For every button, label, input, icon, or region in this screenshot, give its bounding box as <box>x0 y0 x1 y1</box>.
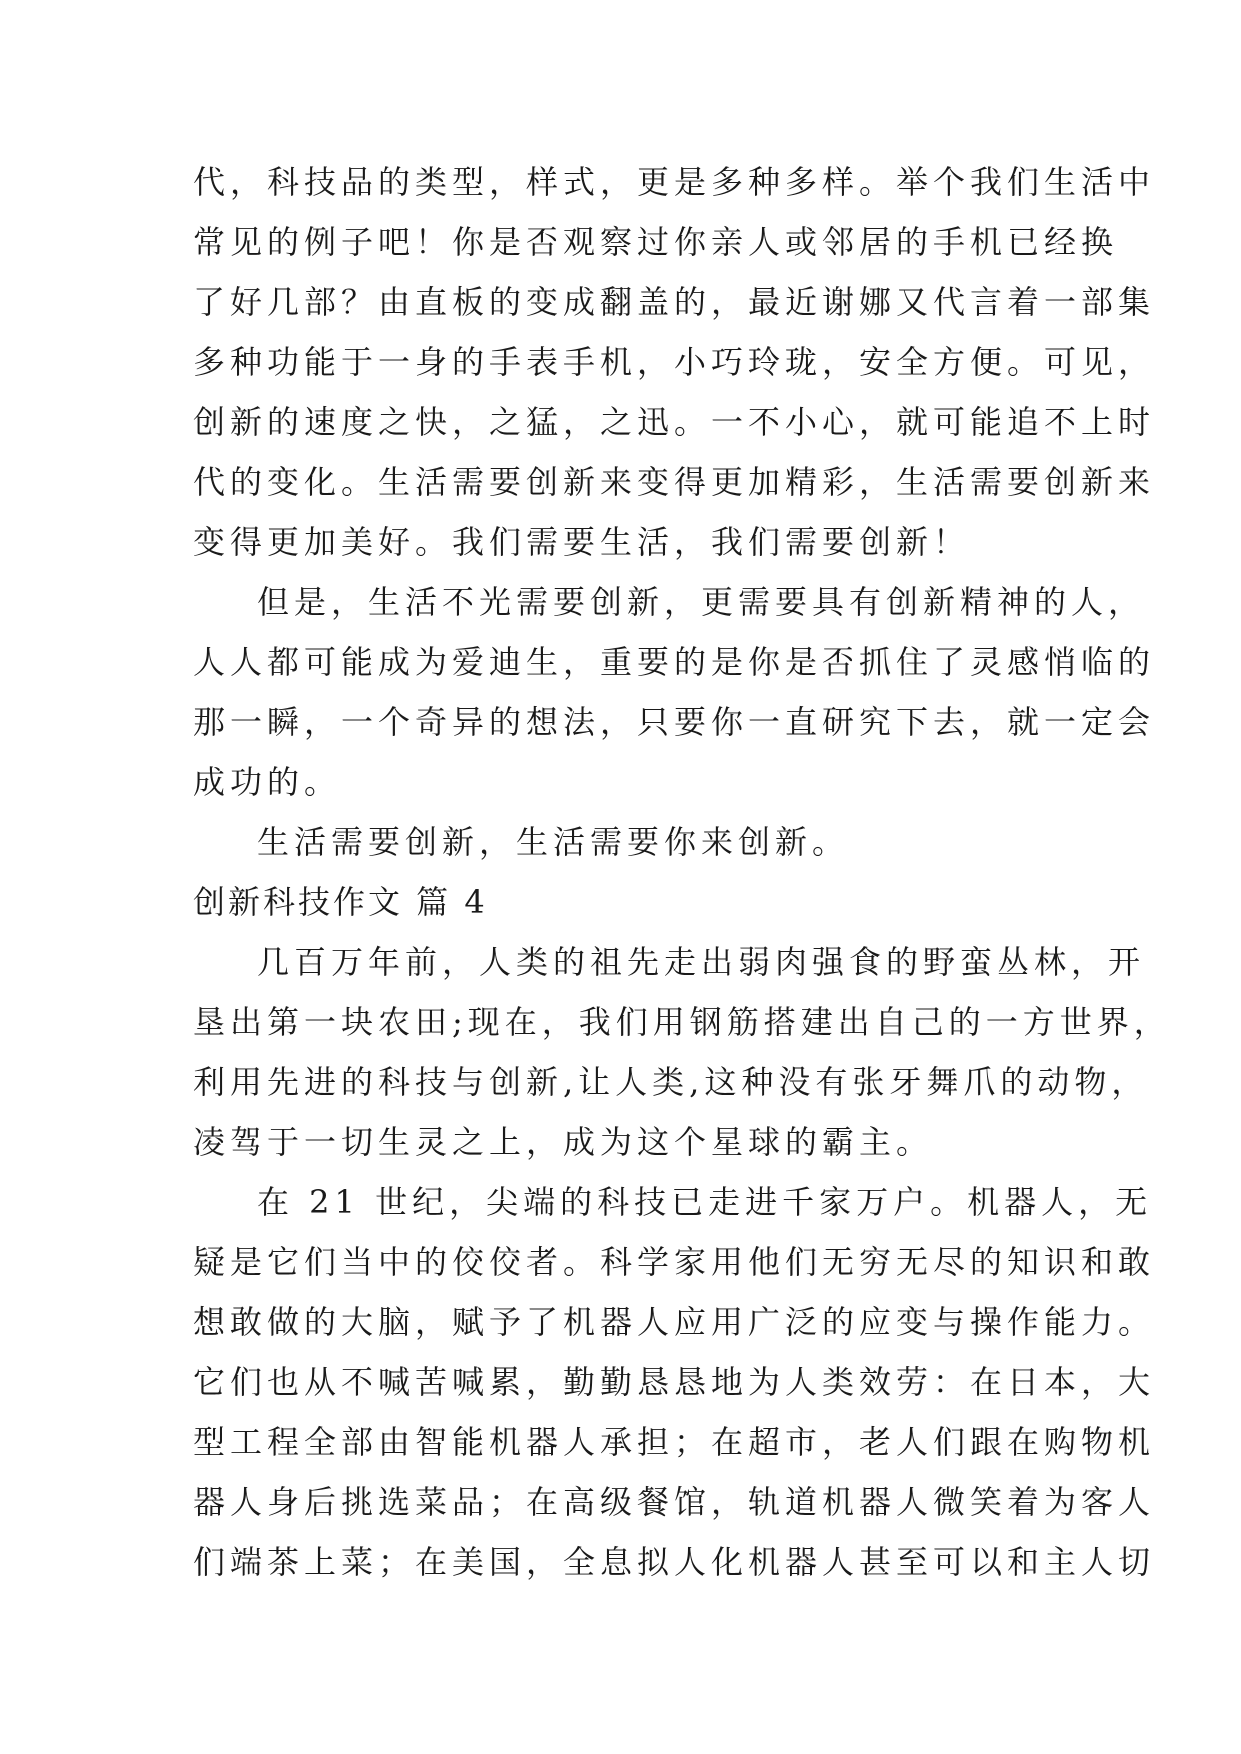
section-heading: 创新科技作文 篇 4 <box>193 883 488 921</box>
text-line: 人人都可能成为爱迪生，重要的是你是否抓住了灵感悄临的 <box>193 643 1156 681</box>
paragraph-3 <box>193 812 1053 872</box>
paragraph-2 <box>193 572 1156 812</box>
text-line: 垦出第一块农田;现在，我们用钢筋搭建出自己的一方世界， <box>193 1003 1171 1041</box>
text-line: 在 21 世纪，尖端的科技已走进千家万户。机器人，无 <box>257 1183 1153 1221</box>
paragraph-4 <box>193 932 1171 1172</box>
text-line: 常见的例子吧！你是否观察过你亲人或邻居的手机已经换 <box>193 223 1119 261</box>
text-line: 疑是它们当中的佼佼者。科学家用他们无穷无尽的知识和敢 <box>193 1243 1156 1281</box>
paragraph-1 <box>193 152 1156 572</box>
text-line: 多种功能于一身的手表手机，小巧玲珑，安全方便。可见， <box>193 343 1156 381</box>
text-line: 器人身后挑选菜品；在高级餐馆，轨道机器人微笑着为客人 <box>193 1483 1156 1521</box>
text-line: 了好几部？由直板的变成翻盖的，最近谢娜又代言着一部集 <box>193 283 1156 321</box>
document-page <box>193 152 1171 1592</box>
text-line: 几百万年前，人类的祖先走出弱肉强食的野蛮丛林，开 <box>257 943 1146 981</box>
text-line: 成功的。 <box>193 763 342 801</box>
text-line: 变得更加美好。我们需要生活，我们需要创新！ <box>193 523 971 561</box>
text-line: 那一瞬，一个奇异的想法，只要你一直研究下去，就一定会 <box>193 703 1156 741</box>
text-line: 创新的速度之快，之猛，之迅。一不小心，就可能追不上时 <box>193 403 1156 441</box>
text-line: 但是，生活不光需要创新，更需要具有创新精神的人， <box>257 583 1146 621</box>
text-line: 利用先进的科技与创新,让人类,这种没有张牙舞爪的动物， <box>193 1063 1149 1101</box>
text-line: 代，科技品的类型，样式，更是多种多样。举个我们生活中 <box>193 163 1156 201</box>
text-line: 型工程全部由智能机器人承担；在超市，老人们跟在购物机 <box>193 1423 1156 1461</box>
text-line: 凌驾于一切生灵之上，成为这个星球的霸主。 <box>193 1123 934 1161</box>
text-line: 们端茶上菜；在美国，全息拟人化机器人甚至可以和主人切 <box>193 1543 1156 1581</box>
text-line: 生活需要创新，生活需要你来创新。 <box>257 823 850 861</box>
paragraph-5 <box>193 1172 1156 1592</box>
text-line: 代的变化。生活需要创新来变得更加精彩，生活需要创新来 <box>193 463 1156 501</box>
text-line: 它们也从不喊苦喊累，勤勤恳恳地为人类效劳：在日本，大 <box>193 1363 1156 1401</box>
text-line: 想敢做的大脑，赋予了机器人应用广泛的应变与操作能力。 <box>193 1303 1156 1341</box>
